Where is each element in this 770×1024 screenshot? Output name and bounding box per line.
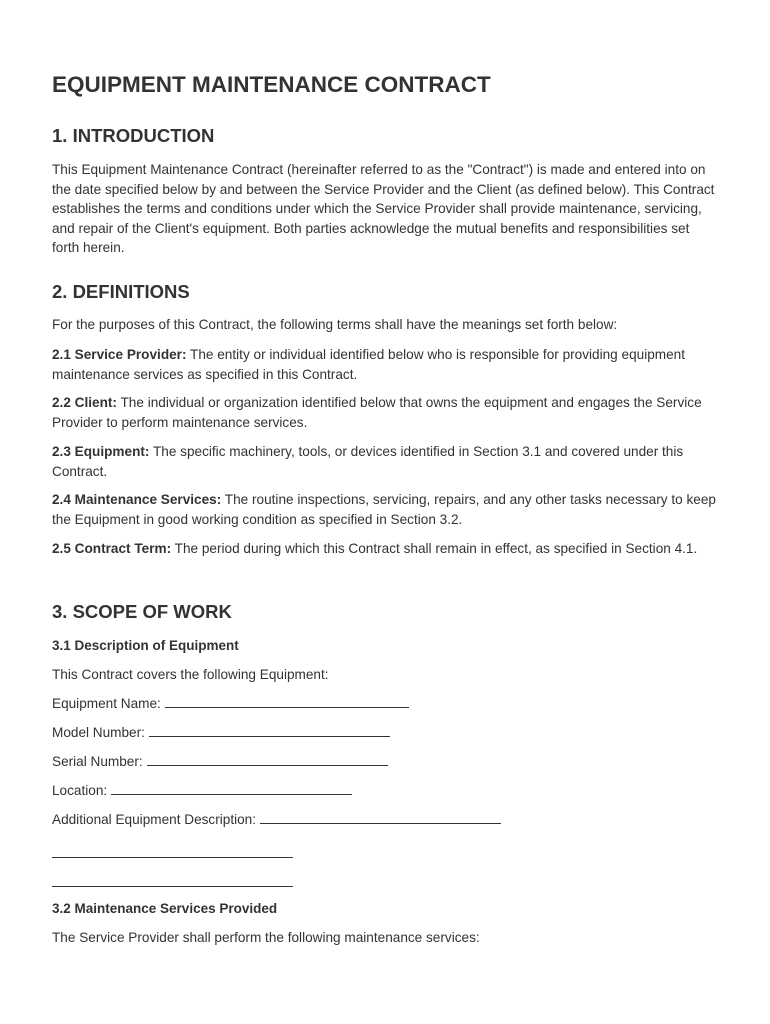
additional-description-blank-line[interactable]	[52, 857, 293, 858]
field-label: Model Number:	[52, 725, 145, 740]
serial-number-field	[52, 752, 388, 772]
maintenance-services-intro: The Service Provider shall perform the following maintenance services:	[52, 930, 480, 945]
definition-term: 2.2 Client:	[52, 395, 117, 410]
definition-item	[52, 345, 717, 384]
section-heading-scope-of-work: 3. SCOPE OF WORK	[52, 601, 232, 622]
definition-item	[52, 442, 717, 481]
definition-text: The individual or organization identified below that owns the equipment and engages the Service Provider to perform maintenance services.	[52, 395, 702, 430]
field-label: Location:	[52, 783, 108, 798]
subsection-heading-description-of-equipment: 3.1 Description of Equipment	[52, 638, 239, 653]
definitions-intro: For the purposes of this Contract, the following terms shall have the meanings set forth below:	[52, 317, 618, 332]
introduction-paragraph: This Equipment Maintenance Contract (hereinafter referred to as the "Contract") is made and entered into on the date specified below by and between the Service Provider and the Client (as defined below). This Contract establishes the terms and conditions under which the Service Provider shall provide maintenance, servicing, and repair of the Client's equipment. Both parties acknowledge the mutual benefits and responsibilities set forth herein.	[52, 162, 715, 256]
definition-term: 2.5 Contract Term:	[52, 541, 172, 556]
additional-description-blank[interactable]	[260, 811, 501, 824]
serial-number-blank[interactable]	[147, 753, 388, 766]
equipment-name-field	[52, 694, 409, 714]
definition-text: The entity or individual identified below who is responsible for providing equipment maintenance services as specified in this Contract.	[52, 347, 685, 382]
definition-item	[52, 539, 717, 559]
definition-term: 2.3 Equipment:	[52, 444, 150, 459]
definition-term: 2.1 Service Provider:	[52, 347, 187, 362]
additional-description-field	[52, 810, 501, 830]
subsection-heading-maintenance-services: 3.2 Maintenance Services Provided	[52, 901, 278, 916]
field-label: Serial Number:	[52, 754, 143, 769]
model-number-blank[interactable]	[149, 724, 390, 737]
model-number-field	[52, 723, 390, 743]
definition-item	[52, 490, 717, 529]
equipment-intro: This Contract covers the following Equipment:	[52, 667, 329, 682]
definition-term: 2.4 Maintenance Services:	[52, 492, 222, 507]
additional-description-blank-line[interactable]	[52, 886, 293, 887]
definition-text: The specific machinery, tools, or devices identified in Section 3.1 and covered under this Contract.	[52, 444, 684, 479]
section-heading-introduction: 1. INTRODUCTION	[52, 125, 215, 146]
equipment-name-blank[interactable]	[165, 695, 409, 708]
field-label: Additional Equipment Description:	[52, 812, 257, 827]
definition-item	[52, 393, 717, 432]
location-blank[interactable]	[111, 782, 352, 795]
definition-text: The period during which this Contract shall remain in effect, as specified in Section 4.1.	[171, 541, 698, 556]
location-field	[52, 781, 352, 801]
field-label: Equipment Name:	[52, 696, 161, 711]
document-title: EQUIPMENT MAINTENANCE CONTRACT	[52, 72, 491, 97]
definition-text: The routine inspections, servicing, repairs, and any other tasks necessary to keep the Equipment in good working condition as specified in Section 3.2.	[52, 492, 716, 527]
section-heading-definitions: 2. DEFINITIONS	[52, 281, 190, 302]
